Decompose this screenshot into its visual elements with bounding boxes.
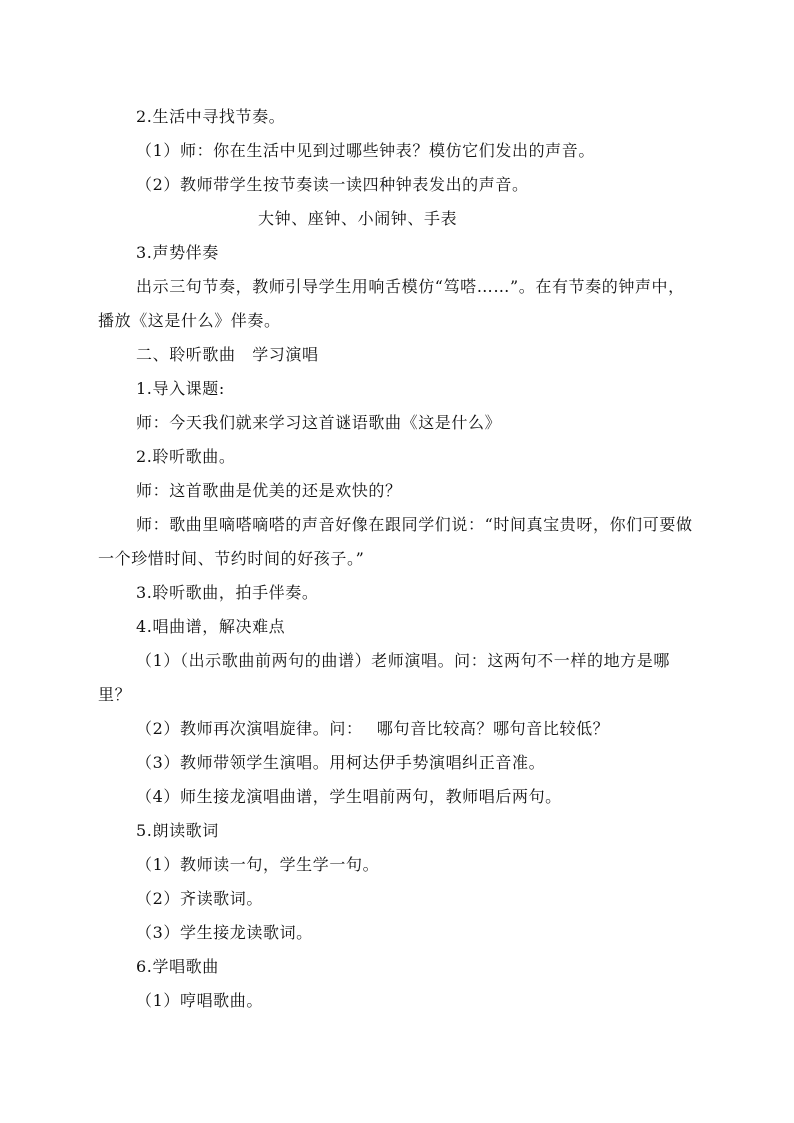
paragraph: 师：歌曲里嘀嗒嘀嗒的声音好像在跟同学们说：“时间真宝贵呀，你们可要做一个珍惜时间、节约时间的好孩子。” [98, 515, 693, 568]
paragraph: （2）齐读歌词。 [136, 889, 263, 908]
paragraph: （3）教师带领学生演唱。用柯达伊手势演唱纠正音准。 [136, 753, 546, 772]
paragraph: （1）哼唱歌曲。 [136, 991, 263, 1010]
paragraph: （1）（出示歌曲前两句的曲谱）老师演唱。问：这两句不一样的地方是哪里？ [98, 651, 670, 704]
paragraph: （4）师生接龙演唱曲谱，学生唱前两句，教师唱后两句。 [136, 787, 562, 806]
section-heading: 6.学唱歌曲 [136, 957, 219, 976]
lesson-plan-body [98, 100, 698, 1018]
paragraph: （3）学生接龙读歌词。 [136, 923, 313, 942]
section-heading: 二、聆听歌曲 学习演唱 [136, 345, 319, 364]
paragraph: （1）教师读一句，学生学一句。 [136, 855, 380, 874]
section-heading: 2.生活中寻找节奏。 [136, 107, 286, 126]
paragraph: 师：这首歌曲是优美的还是欢快的？ [136, 481, 402, 500]
section-heading: 5.朗读歌词 [136, 821, 219, 840]
section-heading: 2.聆听歌曲。 [136, 447, 236, 466]
paragraph: 出示三句节奏，教师引导学生用响舌模仿“笃嗒……”。在有节奏的钟声中，播放《这是什么》伴奏。 [98, 277, 685, 330]
section-heading: 3.聆听歌曲，拍手伴奏。 [136, 583, 319, 602]
section-heading: 3.声势伴奏 [136, 243, 219, 262]
section-heading: 1.导入课题: [136, 379, 225, 398]
clock-types-line: 大钟、座钟、小闹钟、手表 [258, 209, 458, 228]
section-heading: 4.唱曲谱，解决难点 [136, 617, 286, 636]
paragraph: （2）教师带学生按节奏读一读四种钟表发出的声音。 [136, 175, 529, 194]
paragraph: （2）教师再次演唱旋律。问： 哪句音比较高？哪句音比较低？ [136, 719, 610, 738]
paragraph: 师：今天我们就来学习这首谜语歌曲《这是什么》 [136, 413, 502, 432]
paragraph: （1）师：你在生活中见到过哪些钟表？模仿它们发出的声音。 [136, 141, 595, 160]
